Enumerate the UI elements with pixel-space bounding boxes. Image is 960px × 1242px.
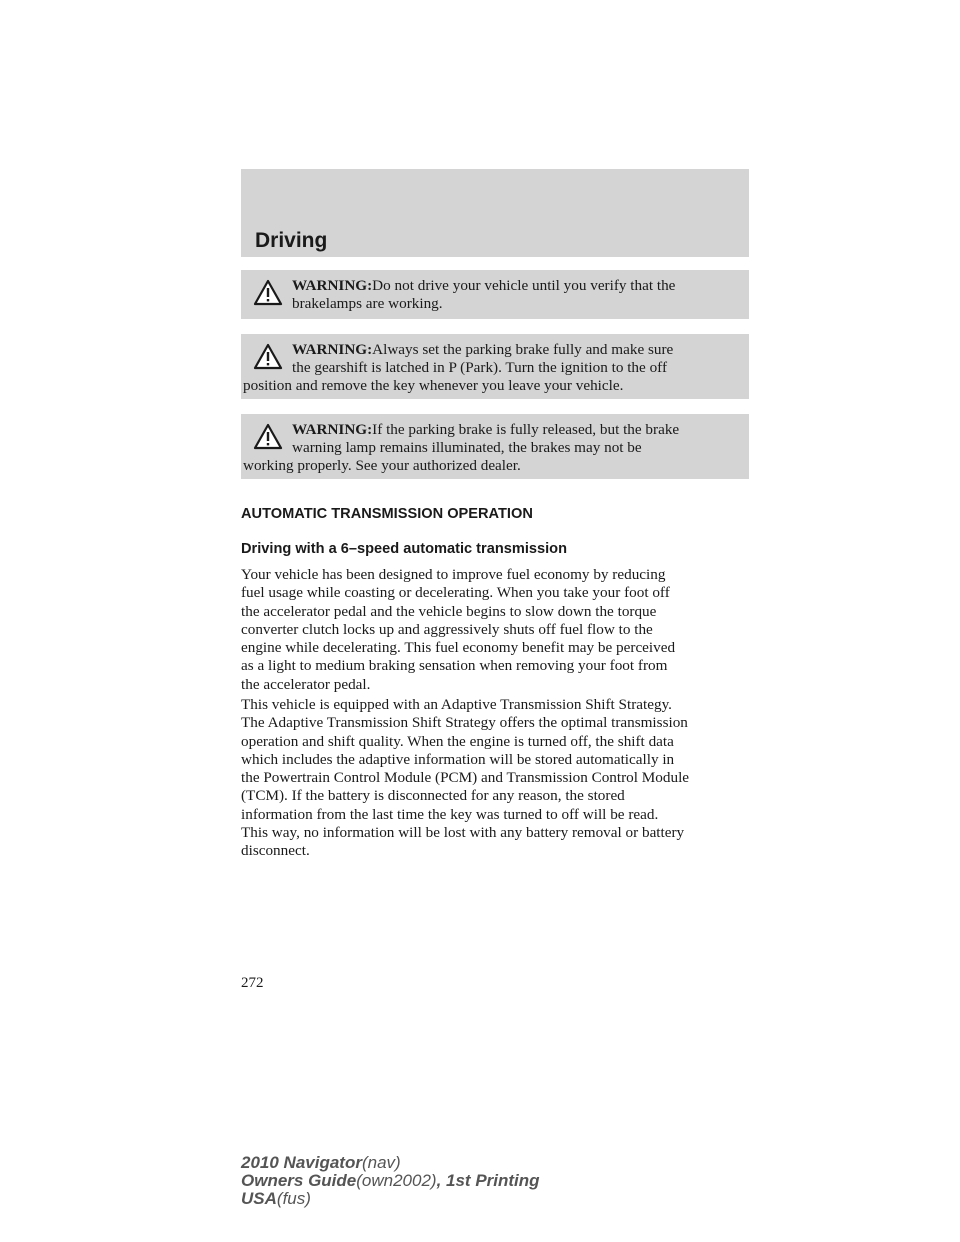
warning-triangle-icon <box>253 279 283 306</box>
warning-line: warning lamp remains illuminated, the brakes may not be <box>292 439 642 456</box>
warning-line: the gearshift is latched in P (Park). Turn the ignition to the off <box>292 359 667 376</box>
warning-box <box>241 270 749 319</box>
warning-line: WARNING:If the parking brake is fully released, but the brake <box>292 421 680 438</box>
page-number: 272 <box>241 975 264 991</box>
warning-label: WARNING: <box>292 277 373 294</box>
body-paragraph: This vehicle is equipped with an Adaptive Transmission Shift Strategy. The Adaptive Transmission Shift Strategy offers the optimal transmission operation and shift quality. When the engine is turned off, the shift data which includes the adaptive information will be stored automatically in the Powertrain Control Module (PCM) and Transmission Control Module (TCM). If the battery is disconnected for any reason, the stored information from the last time the key was turned to off will be read. This way, no information will be lost with any battery removal or battery disconnect. <box>241 696 690 860</box>
warning-triangle-icon <box>253 423 283 450</box>
section-subheading: Driving with a 6–speed automatic transmission <box>241 541 568 557</box>
warning-line: working properly. See your authorized dealer. <box>243 457 521 474</box>
warning-label: WARNING: <box>292 341 373 358</box>
body-paragraph: Your vehicle has been designed to improve fuel economy by reducing fuel usage while coasting or decelerating. When you take your foot off the accelerator pedal and the vehicle begins to slow down the torque converter clutch locks up and aggressively shuts off fuel flow to the engine while decelerating. This fuel economy benefit may be perceived as a light to medium braking sensation when removing your foot from the accelerator pedal. <box>241 566 676 693</box>
warning-line: position and remove the key whenever you leave your vehicle. <box>243 377 624 394</box>
section-heading: AUTOMATIC TRANSMISSION OPERATION <box>241 506 533 522</box>
warning-line: brakelamps are working. <box>292 295 443 312</box>
warning-box <box>241 334 749 399</box>
warning-triangle-icon <box>253 343 283 370</box>
warning-box <box>241 414 749 479</box>
document-footer: 2010 Navigator(nav) Owners Guide(own2002), 1st Printing USA(fus) <box>241 1153 540 1208</box>
warning-line: WARNING:Always set the parking brake fully and make sure <box>292 341 674 358</box>
section-title: Driving <box>255 229 328 252</box>
warning-label: WARNING: <box>292 421 373 438</box>
warning-line: WARNING:Do not drive your vehicle until you verify that the <box>292 277 676 294</box>
